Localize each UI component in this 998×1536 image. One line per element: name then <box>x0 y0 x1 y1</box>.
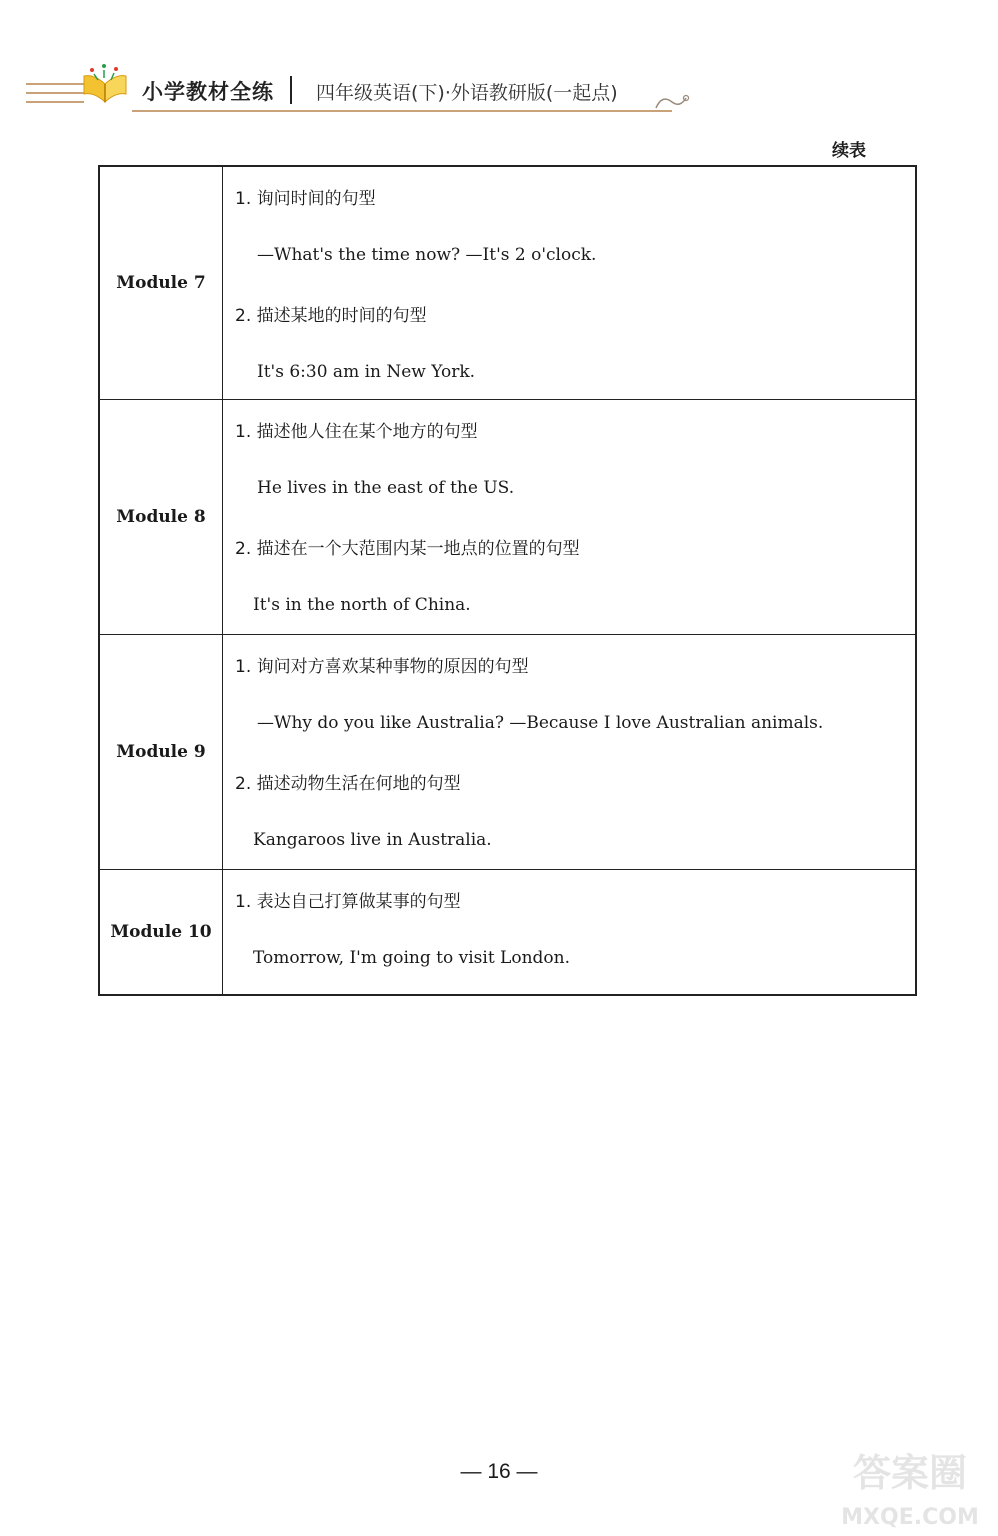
pattern-heading: 2. 描述在一个大范围内某一地点的位置的句型 <box>235 538 580 559</box>
module-content <box>223 870 915 994</box>
pattern-heading: 1. 描述他人住在某个地方的句型 <box>235 421 478 442</box>
module-label: Module 7 <box>100 167 223 399</box>
header-rule <box>132 110 672 112</box>
open-book-logo-icon <box>80 62 130 112</box>
pattern-heading: 1. 表达自己打算做某事的句型 <box>235 891 461 912</box>
pattern-heading: 2. 描述动物生活在何地的句型 <box>235 773 461 794</box>
module-content <box>223 400 915 634</box>
example-sentence: —Why do you like Australia? —Because I love Australian animals. <box>257 712 824 733</box>
example-sentence: —What's the time now? —It's 2 o'clock. <box>257 244 597 265</box>
decorative-lines-icon <box>24 80 86 106</box>
table-row <box>100 167 915 399</box>
example-sentence: It's in the north of China. <box>253 594 471 615</box>
example-sentence: It's 6:30 am in New York. <box>257 361 476 382</box>
watermark-top-text: 答案圈 <box>852 1451 968 1495</box>
pattern-heading: 1. 询问时间的句型 <box>235 188 376 209</box>
example-sentence: He lives in the east of the US. <box>257 477 515 498</box>
example-sentence: Kangaroos live in Australia. <box>253 829 492 850</box>
module-content <box>223 167 915 399</box>
watermark-bottom-text: MXQE.COM <box>841 1505 979 1530</box>
header-separator <box>290 76 292 104</box>
site-watermark <box>822 1440 998 1536</box>
book-brand-title: 小学教材全练 <box>142 80 274 104</box>
page-header <box>0 0 998 130</box>
table-row <box>100 869 915 994</box>
module-label: Module 9 <box>100 635 223 869</box>
module-content <box>223 635 915 869</box>
table-row <box>100 634 915 869</box>
page-number: — 16 — <box>460 1460 538 1483</box>
module-label: Module 10 <box>100 870 223 994</box>
book-subtitle: 四年级英语(下)·外语教研版(一起点) <box>316 82 618 104</box>
pattern-heading: 1. 询问对方喜欢某种事物的原因的句型 <box>235 656 529 677</box>
module-label: Module 8 <box>100 400 223 634</box>
pattern-heading: 2. 描述某地的时间的句型 <box>235 305 427 326</box>
module-sentence-table <box>98 165 917 996</box>
table-row <box>100 399 915 634</box>
continued-table-label: 续表 <box>832 141 866 161</box>
example-sentence: Tomorrow, I'm going to visit London. <box>253 947 570 968</box>
swirl-ornament-icon <box>652 88 692 116</box>
